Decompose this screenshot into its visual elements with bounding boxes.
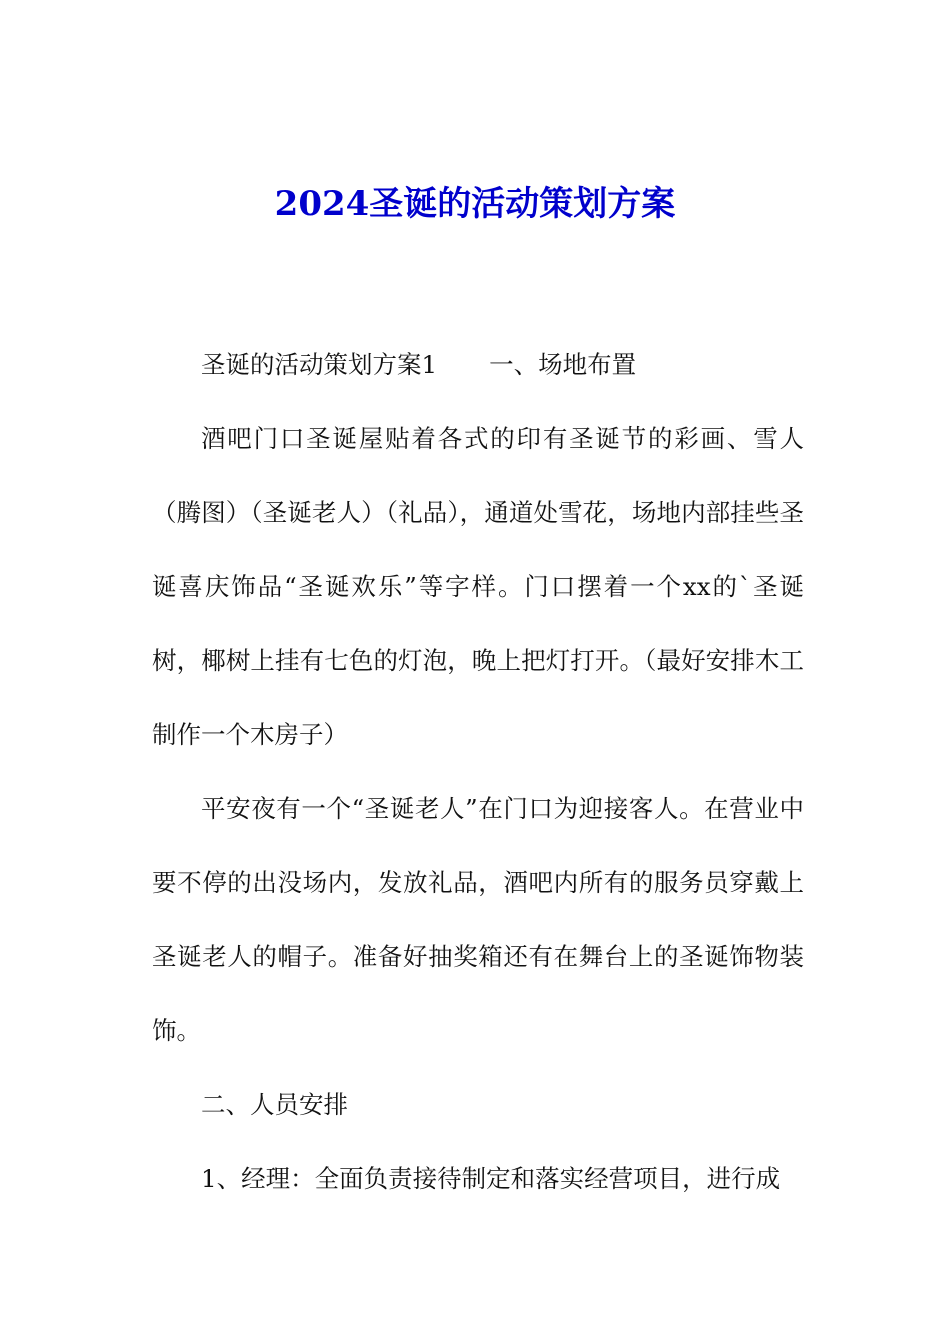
section-heading-venue: 一、场地布置 <box>489 350 637 379</box>
plan-heading: 圣诞的活动策划方案1 <box>201 350 438 379</box>
document-body <box>152 328 804 1216</box>
paragraph-1 <box>152 328 804 402</box>
paragraph-2: 酒吧门口圣诞屋贴着各式的印有圣诞节的彩画、雪人（腾图）（圣诞老人）（礼品），通道处雪花，场地内部挂些圣诞喜庆饰品“圣诞欢乐”等字样。门口摆着一个xx的`圣诞树，椰树上挂有七色的灯泡，晚上把灯打开。（最好安排木工制作一个木房子） <box>152 424 804 749</box>
section-heading-staff: 二、人员安排 <box>201 1090 348 1119</box>
paragraph-3: 平安夜有一个“圣诞老人”在门口为迎接客人。在营业中要不停的出没场内，发放礼品，酒吧内所有的服务员穿戴上圣诞老人的帽子。准备好抽奖箱还有在舞台上的圣诞饰物装饰。 <box>152 794 804 1045</box>
document-title: 2024圣诞的活动策划方案 <box>274 184 676 224</box>
paragraph-5: 1、经理：全面负责接待制定和落实经营项目，进行成 <box>201 1164 781 1193</box>
